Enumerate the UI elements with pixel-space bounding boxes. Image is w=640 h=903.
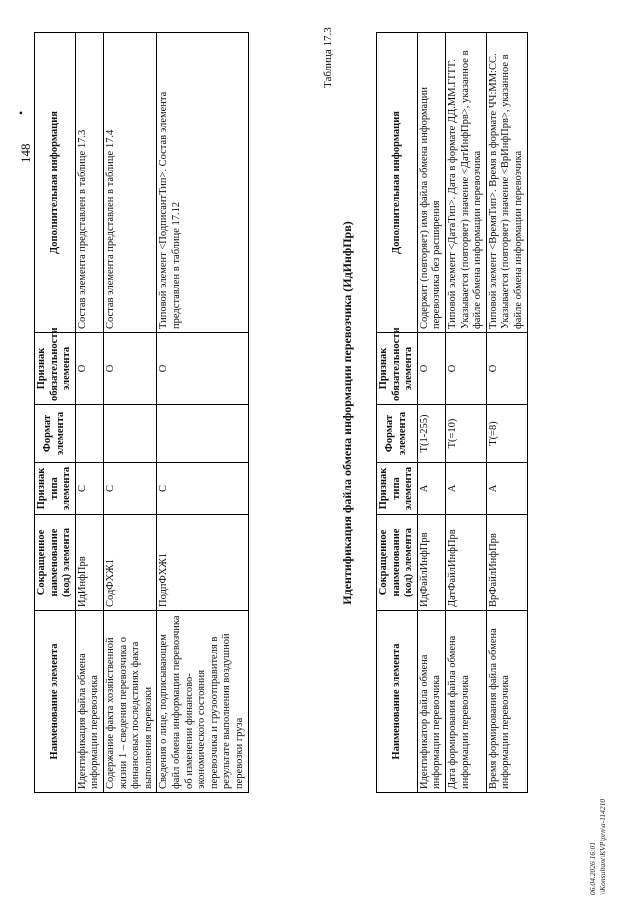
column-header: Признак обязательности элемента — [377, 333, 418, 405]
table-cell: Типовой элемент <ВремяТип>. Время в формате ЧЧ:ММ:СС. Указывается (повторяет) значение <ВрИнфПрв>, указанное в файле обмена информации перевозчика — [486, 33, 527, 333]
table-cell: А — [445, 463, 486, 515]
identification-table — [376, 32, 528, 793]
column-header: Формат элемента — [35, 405, 76, 463]
table-cell: Идентификатор файла обмена информации перевозчика — [417, 611, 445, 793]
table-cell: Дата формирования файла обмена информации перевозчика — [445, 611, 486, 793]
table-cell: T(=8) — [486, 405, 527, 463]
table-cell: О — [157, 333, 248, 405]
table-cell: С — [103, 463, 156, 515]
table-cell: СодФХЖ1 — [103, 515, 156, 611]
table-cell: А — [417, 463, 445, 515]
table-cell: О — [417, 333, 445, 405]
table-cell: Идентификация файла обмена информации перевозчика — [75, 611, 103, 793]
table-row — [417, 33, 445, 793]
table-cell: Типовой элемент <ДатаТип>. Дата в формате ДД.ММ.ГГГГ. Указывается (повторяет) значение <ДатИнфПрв>, указанное в файле обмена информации перевозчика — [445, 33, 486, 333]
table-header-row — [377, 33, 418, 793]
table-cell: Содержание факта хозяйственной жизни 1 – сведения перевозчика о финансовых последствиях факта выполнения перевозки — [103, 611, 156, 793]
column-header: Дополнительная информация — [35, 33, 76, 333]
elements-table — [34, 32, 249, 793]
table-cell: Содержит (повторяет) имя файла обмена информации перевозчика без расширения — [417, 33, 445, 333]
table-cell: T(1-255) — [417, 405, 445, 463]
table-cell: ИдИнфПрв — [75, 515, 103, 611]
column-header: Сокращенное наименование (код) элемента — [377, 515, 418, 611]
table-cell: О — [486, 333, 527, 405]
table-cell: С — [157, 463, 248, 515]
table-label: Таблица 17.3 — [322, 27, 334, 88]
column-header: Дополнительная информация — [377, 33, 418, 333]
table-row — [157, 33, 248, 793]
footer-path: \\Konsultant\KVP\prn\a-114210 — [597, 798, 607, 895]
column-header: Наименование элемента — [35, 611, 76, 793]
table-cell: Состав элемента представлен в таблице 17.3 — [75, 33, 103, 333]
page-number: 148 — [18, 143, 33, 163]
column-header: Наименование элемента — [377, 611, 418, 793]
table-cell: О — [445, 333, 486, 405]
footer-date: 06.04.2026 16:01 — [588, 841, 597, 895]
column-header: Признак типа элемента — [377, 463, 418, 515]
table-cell — [103, 405, 156, 463]
table-row — [103, 33, 156, 793]
table-cell: Типовой элемент <ПодписантТип>. Состав элемента представлен в таблице 17.12 — [157, 33, 248, 333]
table-cell: Состав элемента представлен в таблице 17.4 — [103, 33, 156, 333]
table-cell: С — [75, 463, 103, 515]
page-mark: • — [14, 110, 28, 115]
table-title: Идентификация файла обмена информации перевозчика (ИдИнфПрв) — [340, 221, 354, 605]
column-header: Формат элемента — [377, 405, 418, 463]
table-header-row — [35, 33, 76, 793]
table-cell: О — [75, 333, 103, 405]
table-cell — [157, 405, 248, 463]
table-row — [486, 33, 527, 793]
column-header: Признак обязательности элемента — [35, 333, 76, 405]
table-row — [75, 33, 103, 793]
column-header: Сокращенное наименование (код) элемента — [35, 515, 76, 611]
table-cell: ИдФайлИнфПрв — [417, 515, 445, 611]
table-cell: ВрФайлИнфПрв — [486, 515, 527, 611]
table-cell: T(=10) — [445, 405, 486, 463]
footer-stamp — [588, 799, 608, 895]
table-cell: О — [103, 333, 156, 405]
table-cell: А — [486, 463, 527, 515]
table-cell: Время формирования файла обмена информации перевозчика — [486, 611, 527, 793]
table-cell — [75, 405, 103, 463]
table-cell: Сведения о лице, подписывающем файл обмена информации перевозчика об изменении финансово-экономического состояния перевозчика и грузоотправителя в результате выполнения воздушной перевозки груза — [157, 611, 248, 793]
column-header: Признак типа элемента — [35, 463, 76, 515]
table-cell: ДатФайлИнфПрв — [445, 515, 486, 611]
table-cell: ПодпФХЖ1 — [157, 515, 248, 611]
table-row — [445, 33, 486, 793]
